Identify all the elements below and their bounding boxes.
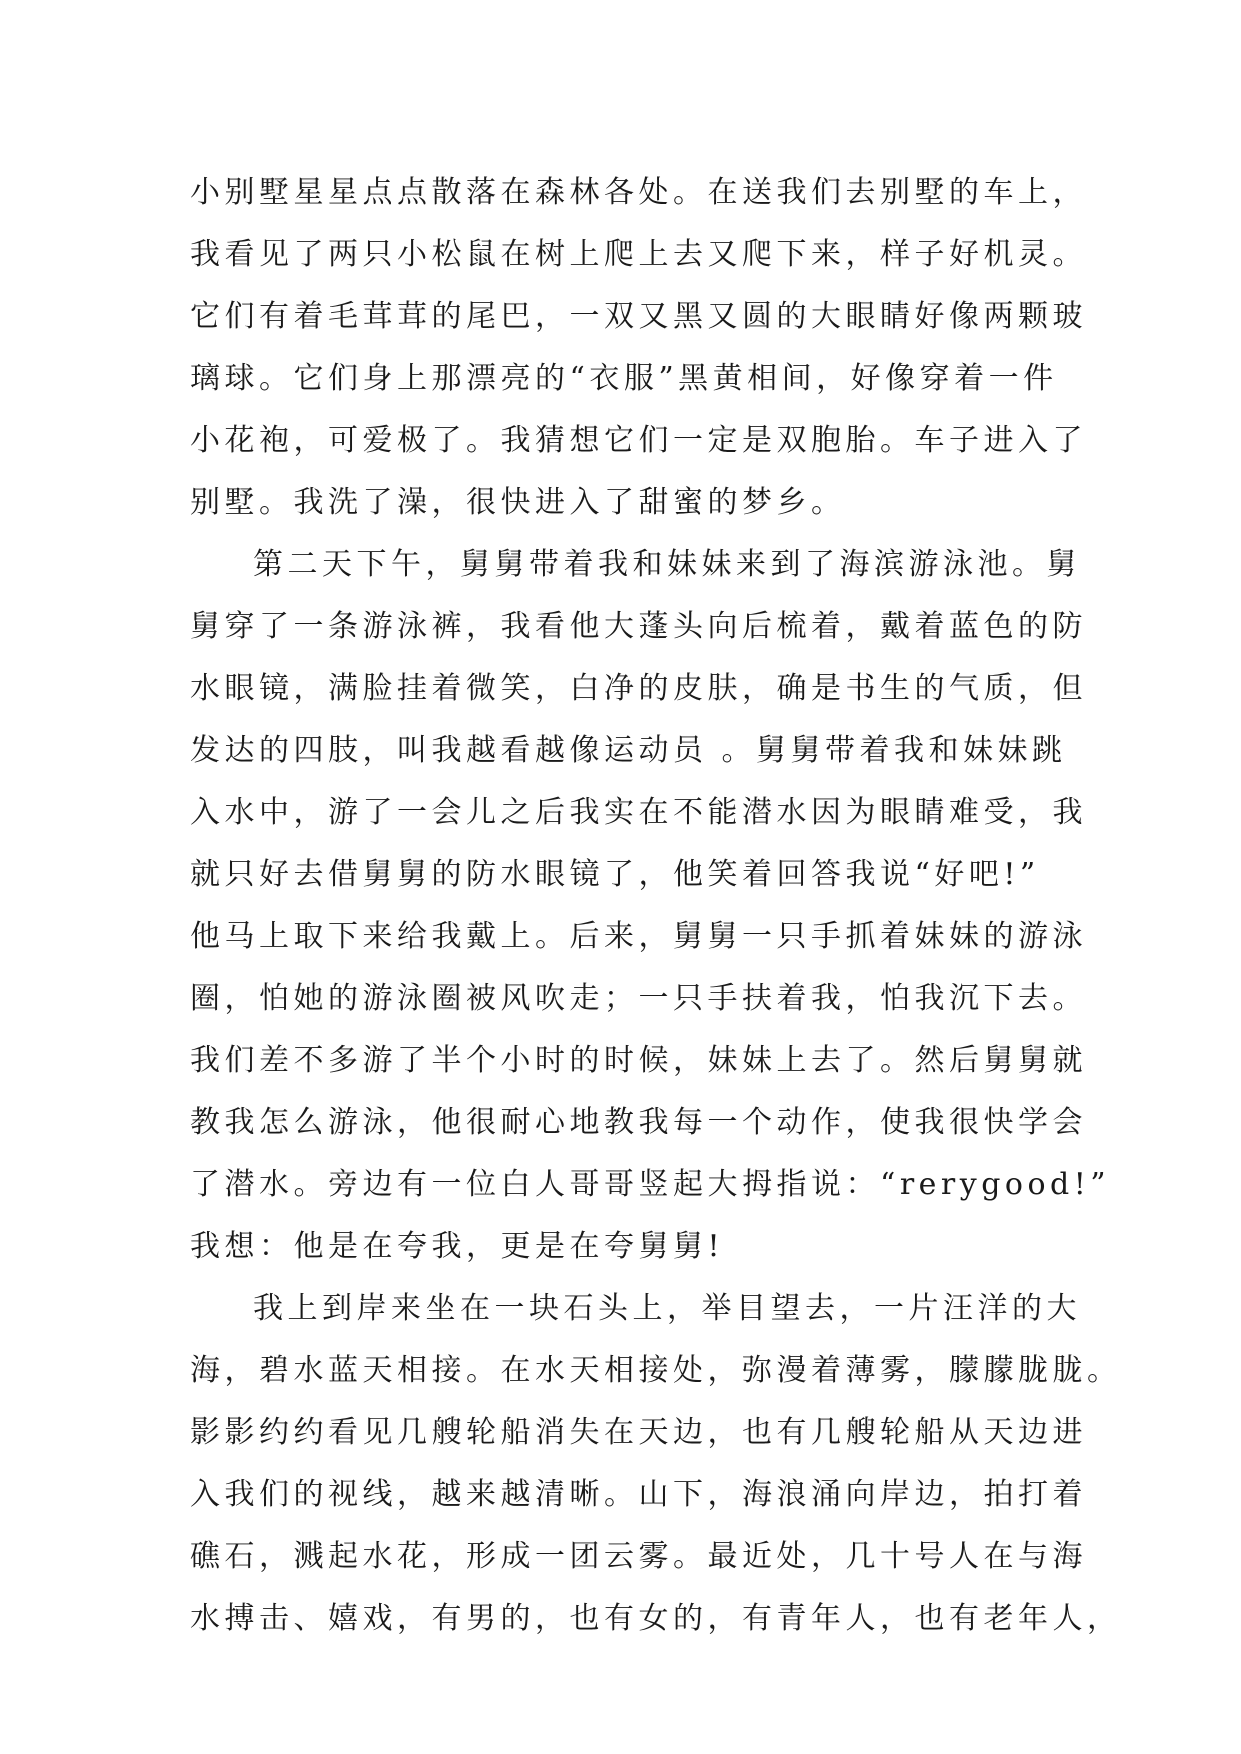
text-line: 入水中，游了一会儿之后我实在不能潜水因为眼睛难受，我 [190, 795, 1087, 830]
text-line: 就只好去借舅舅的防水眼镜了，他笑着回答我说“好吧!” [190, 857, 1040, 892]
text-line: 入我们的视线，越来越清晰。山下，海浪涌向岸边，拍打着 [190, 1477, 1087, 1512]
text-line: 圈，怕她的游泳圈被风吹走；一只手扶着我，怕我沉下去。 [190, 981, 1087, 1016]
paragraph-start-line: 第二天下午，舅舅带着我和妹妹来到了海滨游泳池。舅 [253, 547, 1081, 582]
text-line: 璃球。它们身上那漂亮的“衣服”黑黄相间，好像穿着一件 [190, 361, 1058, 396]
essay-body [190, 163, 1122, 1648]
text-line: 它们有着毛茸茸的尾巴，一双又黑又圆的大眼睛好像两颗玻 [190, 299, 1087, 334]
text-line: 影影约约看见几艘轮船消失在天边，也有几艘轮船从天边进 [190, 1415, 1087, 1450]
text-line: 发达的四肢，叫我越看越像运动员 。舅舅带着我和妹妹跳 [190, 733, 1067, 768]
text-line: 我想：他是在夸我，更是在夸舅舅! [190, 1229, 725, 1264]
text-line: 了潜水。旁边有一位白人哥哥竖起大拇指说：“rerygood!” [190, 1167, 1111, 1202]
text-line: 水眼镜，满脸挂着微笑，白净的皮肤，确是书生的气质，但 [190, 671, 1087, 706]
text-line: 别墅。我洗了澡，很快进入了甜蜜的梦乡。 [190, 485, 846, 520]
text-line: 他马上取下来给我戴上。后来，舅舅一只手抓着妹妹的游泳 [190, 919, 1087, 954]
text-line: 舅穿了一条游泳裤，我看他大蓬头向后梳着，戴着蓝色的防 [190, 609, 1087, 644]
text-line: 教我怎么游泳，他很耐心地教我每一个动作，使我很快学会 [190, 1105, 1087, 1140]
text-line: 小花袍，可爱极了。我猜想它们一定是双胞胎。车子进入了 [190, 423, 1087, 458]
text-line: 小别墅星星点点散落在森林各处。在送我们去别墅的车上， [190, 175, 1087, 210]
text-line: 海，碧水蓝天相接。在水天相接处，弥漫着薄雾，朦朦胧胧。 [190, 1353, 1122, 1388]
text-line: 我们差不多游了半个小时的时候，妹妹上去了。然后舅舅就 [190, 1043, 1087, 1078]
text-line: 我看见了两只小松鼠在树上爬上去又爬下来，样子好机灵。 [190, 237, 1087, 272]
text-line: 水搏击、嬉戏，有男的，也有女的，有青年人，也有老年人， [190, 1601, 1122, 1636]
paragraph-start-line: 我上到岸来坐在一块石头上，举目望去，一片汪洋的大 [253, 1291, 1081, 1326]
text-line: 礁石，溅起水花，形成一团云雾。最近处，几十号人在与海 [190, 1539, 1087, 1574]
